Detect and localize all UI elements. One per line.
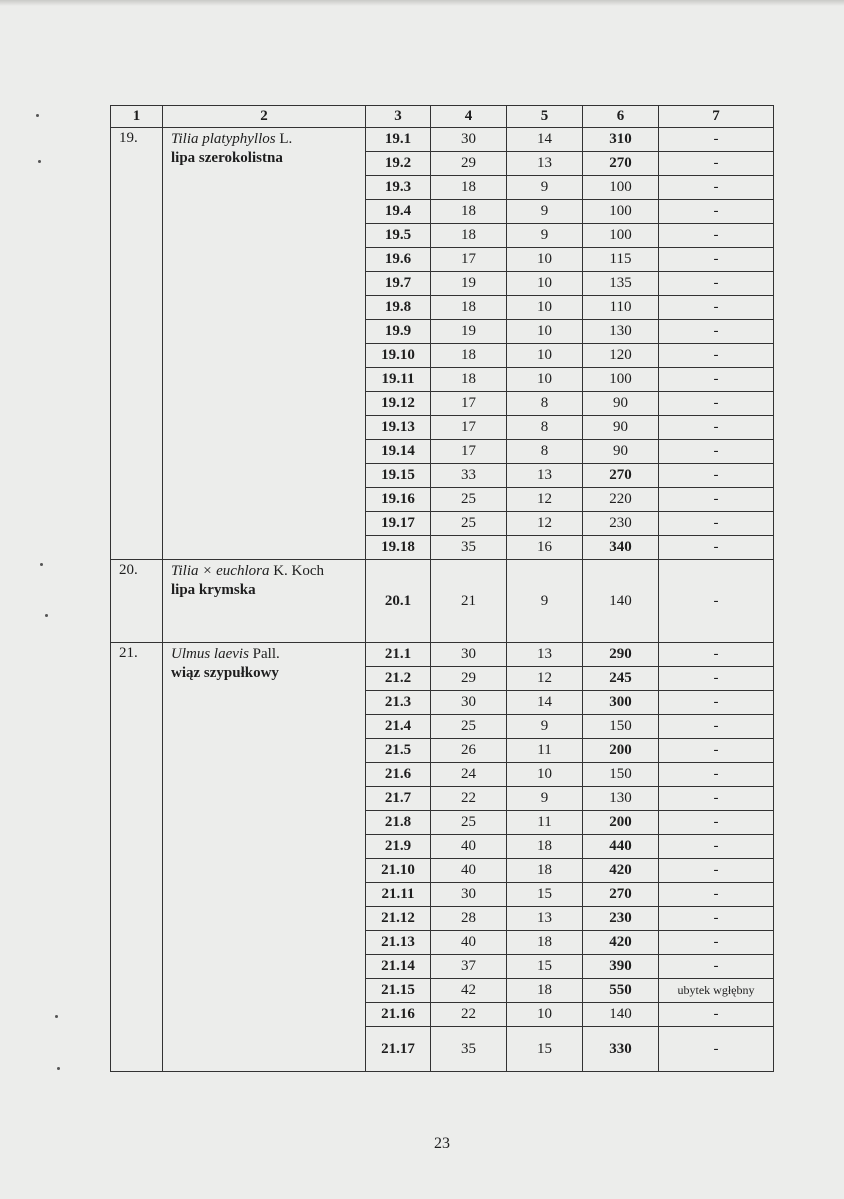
value-col6: 220 (583, 488, 659, 512)
value-col5: 18 (507, 859, 583, 883)
tree-number: 21.10 (366, 859, 431, 883)
value-col7: - (659, 416, 774, 440)
value-col5: 10 (507, 1003, 583, 1027)
value-col4: 26 (431, 739, 507, 763)
value-col6: 200 (583, 739, 659, 763)
value-col7: - (659, 128, 774, 152)
value-col4: 35 (431, 536, 507, 560)
tree-number: 19.8 (366, 296, 431, 320)
table-row (111, 643, 774, 667)
tree-number: 19.4 (366, 200, 431, 224)
value-col6: 140 (583, 560, 659, 643)
table-header (111, 106, 774, 128)
value-col7: - (659, 560, 774, 643)
value-col5: 14 (507, 128, 583, 152)
value-col4: 25 (431, 811, 507, 835)
value-col5: 18 (507, 979, 583, 1003)
value-col6: 310 (583, 128, 659, 152)
latin-name: Tilia platyphyllos (171, 131, 276, 147)
data-table (110, 105, 774, 1072)
latin-name: Ulmus laevis (171, 646, 249, 662)
tree-number: 21.17 (366, 1027, 431, 1072)
value-col5: 13 (507, 907, 583, 931)
value-col4: 29 (431, 152, 507, 176)
table-row (111, 128, 774, 152)
value-col4: 19 (431, 320, 507, 344)
page-number: 23 (434, 1135, 450, 1152)
value-col4: 18 (431, 224, 507, 248)
value-col7: - (659, 883, 774, 907)
latin-name: Tilia × euchlora (171, 563, 270, 579)
tree-number: 19.2 (366, 152, 431, 176)
value-col4: 37 (431, 955, 507, 979)
scan-speck (36, 114, 39, 117)
species-number: 20. (111, 560, 163, 643)
value-col4: 29 (431, 667, 507, 691)
tree-number: 21.1 (366, 643, 431, 667)
value-col6: 100 (583, 200, 659, 224)
value-col6: 550 (583, 979, 659, 1003)
value-col4: 24 (431, 763, 507, 787)
tree-number: 21.5 (366, 739, 431, 763)
value-col5: 12 (507, 512, 583, 536)
value-col4: 30 (431, 643, 507, 667)
value-col5: 15 (507, 883, 583, 907)
value-col4: 18 (431, 344, 507, 368)
value-col4: 33 (431, 464, 507, 488)
value-col7: - (659, 392, 774, 416)
species-number: 19. (111, 128, 163, 560)
header-cell: 1 (111, 106, 163, 128)
author-name: K. Koch (269, 563, 325, 579)
value-col7: - (659, 835, 774, 859)
value-col6: 290 (583, 643, 659, 667)
tree-number: 19.5 (366, 224, 431, 248)
tree-number: 19.3 (366, 176, 431, 200)
polish-name: wiąz szypułkowy (171, 665, 279, 681)
value-col4: 21 (431, 560, 507, 643)
value-col6: 300 (583, 691, 659, 715)
value-col5: 9 (507, 715, 583, 739)
value-col5: 8 (507, 392, 583, 416)
value-col5: 9 (507, 560, 583, 643)
value-col7: - (659, 536, 774, 560)
value-col5: 8 (507, 440, 583, 464)
value-col6: 340 (583, 536, 659, 560)
header-cell: 4 (431, 106, 507, 128)
tree-number: 21.12 (366, 907, 431, 931)
value-col6: 245 (583, 667, 659, 691)
value-col7: - (659, 152, 774, 176)
tree-number: 21.9 (366, 835, 431, 859)
value-col5: 9 (507, 176, 583, 200)
value-col6: 390 (583, 955, 659, 979)
value-col6: 100 (583, 224, 659, 248)
value-col4: 28 (431, 907, 507, 931)
species-cell (163, 560, 366, 643)
value-col5: 10 (507, 248, 583, 272)
tree-number: 19.15 (366, 464, 431, 488)
tree-number: 19.7 (366, 272, 431, 296)
value-col7: - (659, 248, 774, 272)
value-col4: 30 (431, 128, 507, 152)
value-col4: 18 (431, 200, 507, 224)
value-col6: 130 (583, 787, 659, 811)
value-col7: - (659, 368, 774, 392)
value-col5: 12 (507, 667, 583, 691)
tree-number: 21.4 (366, 715, 431, 739)
value-col6: 140 (583, 1003, 659, 1027)
polish-name: lipa krymska (171, 582, 256, 598)
value-col7: - (659, 440, 774, 464)
value-col5: 11 (507, 739, 583, 763)
value-col7: - (659, 344, 774, 368)
value-col7: - (659, 715, 774, 739)
value-col4: 30 (431, 691, 507, 715)
tree-number: 21.15 (366, 979, 431, 1003)
value-col7: - (659, 691, 774, 715)
value-col6: 100 (583, 176, 659, 200)
value-col5: 10 (507, 272, 583, 296)
value-col7: - (659, 224, 774, 248)
value-col6: 200 (583, 811, 659, 835)
value-col6: 120 (583, 344, 659, 368)
value-col6: 90 (583, 440, 659, 464)
value-col7: - (659, 787, 774, 811)
header-cell: 6 (583, 106, 659, 128)
tree-number: 21.13 (366, 931, 431, 955)
tree-number: 19.6 (366, 248, 431, 272)
tree-number: 19.14 (366, 440, 431, 464)
value-col4: 25 (431, 488, 507, 512)
value-col6: 90 (583, 416, 659, 440)
tree-number: 21.16 (366, 1003, 431, 1027)
species-number: 21. (111, 643, 163, 1072)
value-col7: - (659, 931, 774, 955)
value-col6: 90 (583, 392, 659, 416)
value-col5: 11 (507, 811, 583, 835)
value-col5: 9 (507, 787, 583, 811)
tree-number: 19.17 (366, 512, 431, 536)
value-col7: - (659, 488, 774, 512)
value-col5: 12 (507, 488, 583, 512)
tree-number: 19.18 (366, 536, 431, 560)
value-col7: - (659, 643, 774, 667)
value-col4: 40 (431, 859, 507, 883)
table-body (111, 128, 774, 1072)
header-cell: 5 (507, 106, 583, 128)
value-col4: 22 (431, 1003, 507, 1027)
value-col5: 14 (507, 691, 583, 715)
value-col6: 115 (583, 248, 659, 272)
scan-edge (0, 0, 844, 6)
table-row (111, 560, 774, 643)
species-cell (163, 128, 366, 560)
value-col5: 15 (507, 955, 583, 979)
tree-number: 19.13 (366, 416, 431, 440)
value-col6: 150 (583, 763, 659, 787)
value-col4: 18 (431, 368, 507, 392)
value-col4: 18 (431, 296, 507, 320)
value-col7: - (659, 200, 774, 224)
tree-number: 19.10 (366, 344, 431, 368)
tree-number: 21.7 (366, 787, 431, 811)
value-col4: 22 (431, 787, 507, 811)
value-col6: 110 (583, 296, 659, 320)
header-cell: 2 (163, 106, 366, 128)
value-col7: - (659, 512, 774, 536)
value-col7: - (659, 667, 774, 691)
value-col5: 13 (507, 464, 583, 488)
value-col6: 440 (583, 835, 659, 859)
scan-speck (57, 1067, 60, 1070)
value-col7: - (659, 272, 774, 296)
value-col6: 135 (583, 272, 659, 296)
value-col7: - (659, 464, 774, 488)
value-col4: 35 (431, 1027, 507, 1072)
value-col5: 15 (507, 1027, 583, 1072)
value-col7: - (659, 811, 774, 835)
value-col5: 10 (507, 296, 583, 320)
polish-name: lipa szerokolistna (171, 150, 283, 166)
value-col5: 18 (507, 835, 583, 859)
value-col6: 270 (583, 152, 659, 176)
tree-number: 19.11 (366, 368, 431, 392)
value-col7: - (659, 176, 774, 200)
value-col7: - (659, 739, 774, 763)
author-name: Pall. (248, 646, 280, 662)
value-col6: 270 (583, 883, 659, 907)
value-col7: - (659, 763, 774, 787)
tree-number: 21.14 (366, 955, 431, 979)
value-col4: 42 (431, 979, 507, 1003)
value-col5: 9 (507, 200, 583, 224)
value-col6: 100 (583, 368, 659, 392)
tree-number: 21.11 (366, 883, 431, 907)
value-col5: 18 (507, 931, 583, 955)
value-col7: - (659, 1003, 774, 1027)
value-col6: 270 (583, 464, 659, 488)
value-col5: 13 (507, 643, 583, 667)
value-col4: 25 (431, 715, 507, 739)
value-col5: 8 (507, 416, 583, 440)
value-col4: 17 (431, 416, 507, 440)
value-col5: 10 (507, 320, 583, 344)
value-col7: ubytek wgłębny (659, 979, 774, 1003)
value-col6: 130 (583, 320, 659, 344)
scan-speck (40, 563, 43, 566)
value-col4: 19 (431, 272, 507, 296)
value-col5: 10 (507, 368, 583, 392)
tree-number: 21.6 (366, 763, 431, 787)
value-col5: 10 (507, 344, 583, 368)
value-col7: - (659, 1027, 774, 1072)
value-col6: 230 (583, 907, 659, 931)
value-col6: 230 (583, 512, 659, 536)
header-cell: 7 (659, 106, 774, 128)
tree-number: 21.3 (366, 691, 431, 715)
value-col5: 10 (507, 763, 583, 787)
value-col6: 420 (583, 859, 659, 883)
tree-number: 19.9 (366, 320, 431, 344)
author-name: L. (275, 131, 293, 147)
tree-number: 21.2 (366, 667, 431, 691)
value-col4: 17 (431, 440, 507, 464)
tree-number: 20.1 (366, 560, 431, 643)
tree-number: 19.12 (366, 392, 431, 416)
value-col7: - (659, 320, 774, 344)
value-col4: 17 (431, 392, 507, 416)
value-col4: 18 (431, 176, 507, 200)
value-col7: - (659, 296, 774, 320)
value-col7: - (659, 955, 774, 979)
value-col4: 17 (431, 248, 507, 272)
value-col4: 40 (431, 931, 507, 955)
header-row (111, 106, 774, 128)
tree-number: 21.8 (366, 811, 431, 835)
scan-speck (38, 160, 41, 163)
value-col6: 330 (583, 1027, 659, 1072)
value-col7: - (659, 859, 774, 883)
scan-speck (45, 614, 48, 617)
value-col5: 13 (507, 152, 583, 176)
value-col6: 420 (583, 931, 659, 955)
value-col4: 25 (431, 512, 507, 536)
header-cell: 3 (366, 106, 431, 128)
species-cell (163, 643, 366, 1072)
tree-number: 19.16 (366, 488, 431, 512)
value-col7: - (659, 907, 774, 931)
value-col4: 30 (431, 883, 507, 907)
value-col4: 40 (431, 835, 507, 859)
value-col5: 9 (507, 224, 583, 248)
value-col6: 150 (583, 715, 659, 739)
value-col5: 16 (507, 536, 583, 560)
tree-number: 19.1 (366, 128, 431, 152)
scan-speck (55, 1015, 58, 1018)
